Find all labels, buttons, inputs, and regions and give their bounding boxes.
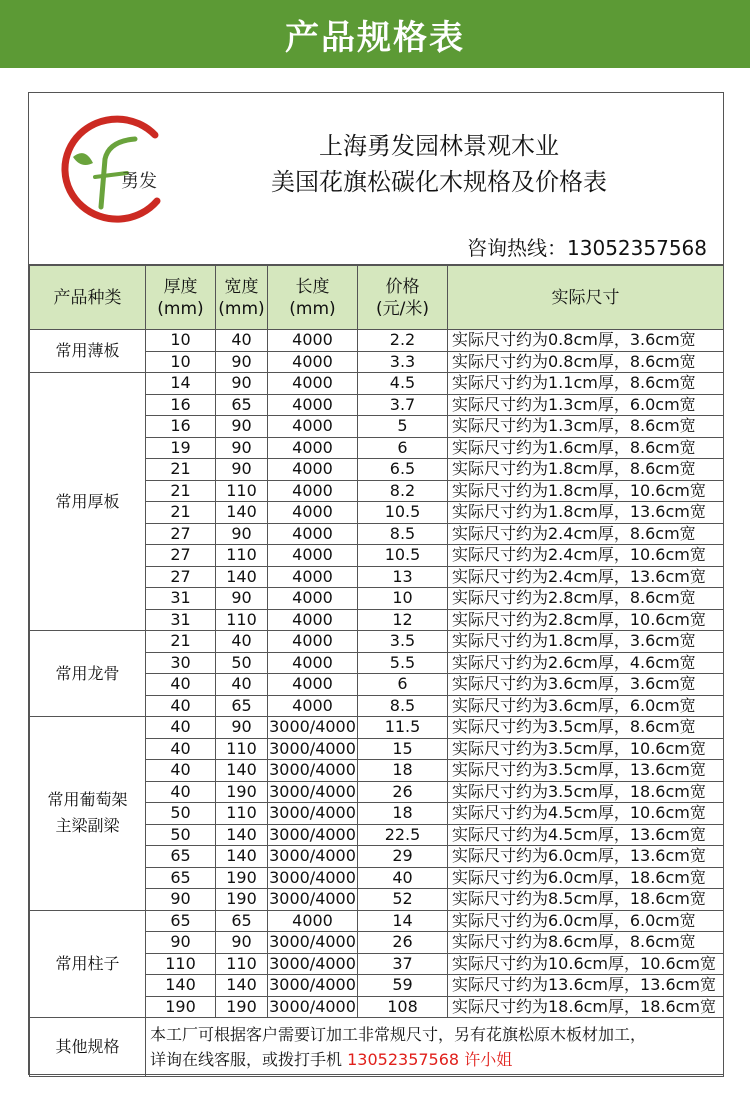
- table-row: [30, 717, 724, 739]
- table-header-row: [30, 266, 724, 330]
- thickness-cell: 10: [146, 351, 216, 373]
- contact-phone[interactable]: 13052357568: [347, 1050, 460, 1069]
- actual-size-cell: 实际尺寸约为0.8cm厚，3.6cm宽: [448, 330, 724, 352]
- logo-text: 勇发: [121, 171, 157, 192]
- actual-size-cell: 实际尺寸约为2.6cm厚，4.6cm宽: [448, 652, 724, 674]
- thickness-cell: 16: [146, 416, 216, 438]
- width-cell: 190: [216, 996, 268, 1018]
- actual-size-cell: 实际尺寸约为10.6cm厚，10.6cm宽: [448, 953, 724, 975]
- thickness-cell: 10: [146, 330, 216, 352]
- thickness-cell: 65: [146, 910, 216, 932]
- category-cell: 常用柱子: [30, 910, 146, 1018]
- actual-size-cell: 实际尺寸约为2.4cm厚，13.6cm宽: [448, 566, 724, 588]
- actual-size-cell: 实际尺寸约为2.4cm厚，8.6cm宽: [448, 523, 724, 545]
- spec-table-body: [30, 330, 724, 1018]
- actual-size-cell: 实际尺寸约为3.5cm厚，10.6cm宽: [448, 738, 724, 760]
- thickness-cell: 31: [146, 609, 216, 631]
- price-cell: 5: [358, 416, 448, 438]
- other-specs-row: [30, 1018, 724, 1077]
- width-cell: 65: [216, 910, 268, 932]
- length-cell: 3000/4000: [269, 824, 356, 844]
- price-cell: 26: [358, 781, 448, 803]
- length-cell: 4000: [268, 480, 358, 502]
- width-cell: 140: [216, 824, 268, 846]
- width-cell: 140: [216, 760, 268, 782]
- company-logo: [43, 113, 179, 225]
- width-cell: 190: [216, 867, 268, 889]
- price-cell: 5.5: [358, 652, 448, 674]
- length-cell: 3000/4000: [269, 889, 356, 909]
- hotline-label: 咨询热线：: [467, 236, 568, 260]
- actual-size-cell: 实际尺寸约为1.8cm厚，10.6cm宽: [448, 480, 724, 502]
- sheet-header: [29, 93, 723, 265]
- price-cell: 37: [358, 953, 448, 975]
- width-cell: 90: [216, 523, 268, 545]
- page-banner: 产品规格表: [0, 0, 750, 68]
- actual-size-cell: 实际尺寸约为6.0cm厚，13.6cm宽: [448, 846, 724, 868]
- actual-size-cell: 实际尺寸约为1.8cm厚，13.6cm宽: [448, 502, 724, 524]
- price-cell: 14: [358, 910, 448, 932]
- actual-size-cell: 实际尺寸约为1.8cm厚，8.6cm宽: [448, 459, 724, 481]
- length-cell: 4000: [268, 545, 358, 567]
- other-specs: [30, 1018, 724, 1077]
- actual-size-cell: 实际尺寸约为1.6cm厚，8.6cm宽: [448, 437, 724, 459]
- price-cell: 8.5: [358, 695, 448, 717]
- price-cell: 6: [358, 437, 448, 459]
- price-cell: 29: [358, 846, 448, 868]
- width-cell: 140: [216, 566, 268, 588]
- category-cell: 常用龙骨: [30, 631, 146, 717]
- thickness-cell: 21: [146, 459, 216, 481]
- actual-size-cell: 实际尺寸约为3.5cm厚，13.6cm宽: [448, 760, 724, 782]
- actual-size-cell: 实际尺寸约为3.6cm厚，3.6cm宽: [448, 674, 724, 696]
- actual-size-cell: 实际尺寸约为4.5cm厚，10.6cm宽: [448, 803, 724, 825]
- width-cell: 50: [216, 652, 268, 674]
- length-cell: 4000: [268, 631, 358, 653]
- width-cell: 140: [216, 975, 268, 997]
- thickness-cell: 27: [146, 545, 216, 567]
- width-cell: 90: [216, 717, 268, 739]
- length-cell: 4000: [268, 502, 358, 524]
- price-cell: 52: [358, 889, 448, 911]
- thickness-cell: 40: [146, 781, 216, 803]
- length-cell: 4000: [268, 373, 358, 395]
- length-cell: 3000/4000: [269, 932, 356, 952]
- company-name: 上海勇发园林景观木业: [319, 132, 559, 160]
- price-cell: 18: [358, 760, 448, 782]
- thickness-cell: 40: [146, 674, 216, 696]
- thickness-cell: 16: [146, 394, 216, 416]
- length-cell: 4000: [268, 351, 358, 373]
- width-cell: 90: [216, 932, 268, 954]
- actual-size-cell: 实际尺寸约为6.0cm厚，18.6cm宽: [448, 867, 724, 889]
- thickness-cell: 190: [146, 996, 216, 1018]
- col-header-thickness: 厚度 (mm): [146, 266, 216, 330]
- price-cell: 10: [358, 588, 448, 610]
- table-row: [30, 631, 724, 653]
- width-cell: 110: [216, 545, 268, 567]
- price-cell: 11.5: [358, 717, 448, 739]
- length-cell: 4000: [268, 674, 358, 696]
- length-cell: 4000: [268, 330, 358, 352]
- width-cell: 190: [216, 889, 268, 911]
- actual-size-cell: 实际尺寸约为4.5cm厚，13.6cm宽: [448, 824, 724, 846]
- document-title: 美国花旗松碳化木规格及价格表: [271, 168, 607, 196]
- thickness-cell: 90: [146, 932, 216, 954]
- thickness-cell: 110: [146, 953, 216, 975]
- actual-size-cell: 实际尺寸约为1.8cm厚，3.6cm宽: [448, 631, 724, 653]
- thickness-cell: 65: [146, 867, 216, 889]
- category-cell: 常用葡萄架 主梁副梁: [30, 717, 146, 911]
- col-header-category: 产品种类: [30, 266, 146, 330]
- width-cell: 90: [216, 351, 268, 373]
- length-cell: 4000: [268, 695, 358, 717]
- price-cell: 10.5: [358, 502, 448, 524]
- price-cell: 22.5: [358, 824, 448, 846]
- length-cell: 4000: [268, 652, 358, 674]
- spec-table: [29, 265, 724, 1077]
- actual-size-cell: 实际尺寸约为0.8cm厚，8.6cm宽: [448, 351, 724, 373]
- length-cell: 4000: [268, 588, 358, 610]
- price-cell: 26: [358, 932, 448, 954]
- width-cell: 40: [216, 631, 268, 653]
- actual-size-cell: 实际尺寸约为2.8cm厚，8.6cm宽: [448, 588, 724, 610]
- length-cell: 3000/4000: [269, 953, 356, 973]
- thickness-cell: 140: [146, 975, 216, 997]
- price-cell: 3.5: [358, 631, 448, 653]
- thickness-cell: 14: [146, 373, 216, 395]
- actual-size-cell: 实际尺寸约为13.6cm厚，13.6cm宽: [448, 975, 724, 997]
- actual-size-cell: 实际尺寸约为3.5cm厚，18.6cm宽: [448, 781, 724, 803]
- other-specs-note: [146, 1018, 724, 1077]
- width-cell: 140: [216, 846, 268, 868]
- width-cell: 40: [216, 330, 268, 352]
- length-cell: 3000/4000: [269, 867, 356, 887]
- col-header-width: 宽度 (mm): [216, 266, 268, 330]
- category-cell: 其他规格: [30, 1018, 146, 1077]
- thickness-cell: 27: [146, 566, 216, 588]
- width-cell: 110: [216, 609, 268, 631]
- table-row: [30, 910, 724, 932]
- thickness-cell: 40: [146, 695, 216, 717]
- width-cell: 65: [216, 394, 268, 416]
- length-cell: 4000: [268, 459, 358, 481]
- width-cell: 110: [216, 803, 268, 825]
- col-header-price: 价格 (元/米): [358, 266, 448, 330]
- actual-size-cell: 实际尺寸约为1.1cm厚，8.6cm宽: [448, 373, 724, 395]
- actual-size-cell: 实际尺寸约为8.6cm厚，8.6cm宽: [448, 932, 724, 954]
- hotline-number[interactable]: 13052357568: [567, 236, 707, 260]
- length-cell: 3000/4000: [269, 975, 356, 995]
- price-cell: 15: [358, 738, 448, 760]
- width-cell: 40: [216, 674, 268, 696]
- hotline: [467, 235, 707, 261]
- price-cell: 8.5: [358, 523, 448, 545]
- price-cell: 3.7: [358, 394, 448, 416]
- thickness-cell: 40: [146, 738, 216, 760]
- length-cell: 3000/4000: [269, 717, 356, 737]
- price-cell: 12: [358, 609, 448, 631]
- width-cell: 90: [216, 373, 268, 395]
- price-cell: 6.5: [358, 459, 448, 481]
- width-cell: 90: [216, 588, 268, 610]
- length-cell: 3000/4000: [269, 996, 356, 1016]
- thickness-cell: 19: [146, 437, 216, 459]
- thickness-cell: 50: [146, 803, 216, 825]
- length-cell: 4000: [268, 566, 358, 588]
- actual-size-cell: 实际尺寸约为8.5cm厚，18.6cm宽: [448, 889, 724, 911]
- actual-size-cell: 实际尺寸约为2.8cm厚，10.6cm宽: [448, 609, 724, 631]
- length-cell: 4000: [268, 910, 358, 932]
- actual-size-cell: 实际尺寸约为1.3cm厚，6.0cm宽: [448, 394, 724, 416]
- thickness-cell: 30: [146, 652, 216, 674]
- actual-size-cell: 实际尺寸约为3.6cm厚，6.0cm宽: [448, 695, 724, 717]
- thickness-cell: 50: [146, 824, 216, 846]
- actual-size-cell: 实际尺寸约为2.4cm厚，10.6cm宽: [448, 545, 724, 567]
- price-cell: 13: [358, 566, 448, 588]
- price-cell: 40: [358, 867, 448, 889]
- price-cell: 2.2: [358, 330, 448, 352]
- thickness-cell: 31: [146, 588, 216, 610]
- length-cell: 3000/4000: [269, 781, 356, 801]
- col-header-length: 长度 (mm): [268, 266, 358, 330]
- table-row: [30, 373, 724, 395]
- price-cell: 59: [358, 975, 448, 997]
- note-line-1: 本工厂可根据客户需要订加工非常规尺寸，另有花旗松原木板材加工，: [150, 1025, 647, 1044]
- width-cell: 110: [216, 480, 268, 502]
- thickness-cell: 21: [146, 631, 216, 653]
- length-cell: 4000: [268, 394, 358, 416]
- category-cell: 常用薄板: [30, 330, 146, 373]
- width-cell: 110: [216, 953, 268, 975]
- thickness-cell: 40: [146, 760, 216, 782]
- price-cell: 8.2: [358, 480, 448, 502]
- thickness-cell: 21: [146, 502, 216, 524]
- price-cell: 3.3: [358, 351, 448, 373]
- width-cell: 190: [216, 781, 268, 803]
- category-cell: 常用厚板: [30, 373, 146, 631]
- actual-size-cell: 实际尺寸约为1.3cm厚，8.6cm宽: [448, 416, 724, 438]
- col-header-actual-size: 实际尺寸: [448, 266, 724, 330]
- price-cell: 6: [358, 674, 448, 696]
- length-cell: 4000: [268, 523, 358, 545]
- table-row: [30, 330, 724, 352]
- contact-name: 许小姐: [464, 1050, 513, 1069]
- length-cell: 3000/4000: [269, 846, 356, 866]
- thickness-cell: 90: [146, 889, 216, 911]
- price-cell: 10.5: [358, 545, 448, 567]
- width-cell: 90: [216, 416, 268, 438]
- length-cell: 3000/4000: [269, 760, 356, 780]
- thickness-cell: 27: [146, 523, 216, 545]
- thickness-cell: 65: [146, 846, 216, 868]
- length-cell: 4000: [268, 416, 358, 438]
- width-cell: 90: [216, 437, 268, 459]
- actual-size-cell: 实际尺寸约为6.0cm厚，6.0cm宽: [448, 910, 724, 932]
- price-sheet: [28, 92, 724, 1075]
- price-cell: 4.5: [358, 373, 448, 395]
- length-cell: 4000: [268, 437, 358, 459]
- width-cell: 140: [216, 502, 268, 524]
- thickness-cell: 40: [146, 717, 216, 739]
- width-cell: 110: [216, 738, 268, 760]
- width-cell: 90: [216, 459, 268, 481]
- note-line-2: 详询在线客服，或拨打手机: [150, 1050, 343, 1069]
- length-cell: 3000/4000: [269, 738, 356, 758]
- length-cell: 4000: [268, 609, 358, 631]
- width-cell: 65: [216, 695, 268, 717]
- actual-size-cell: 实际尺寸约为18.6cm厚，18.6cm宽: [448, 996, 724, 1018]
- price-cell: 18: [358, 803, 448, 825]
- thickness-cell: 21: [146, 480, 216, 502]
- price-cell: 108: [358, 996, 448, 1018]
- length-cell: 3000/4000: [269, 803, 356, 823]
- actual-size-cell: 实际尺寸约为3.5cm厚，8.6cm宽: [448, 717, 724, 739]
